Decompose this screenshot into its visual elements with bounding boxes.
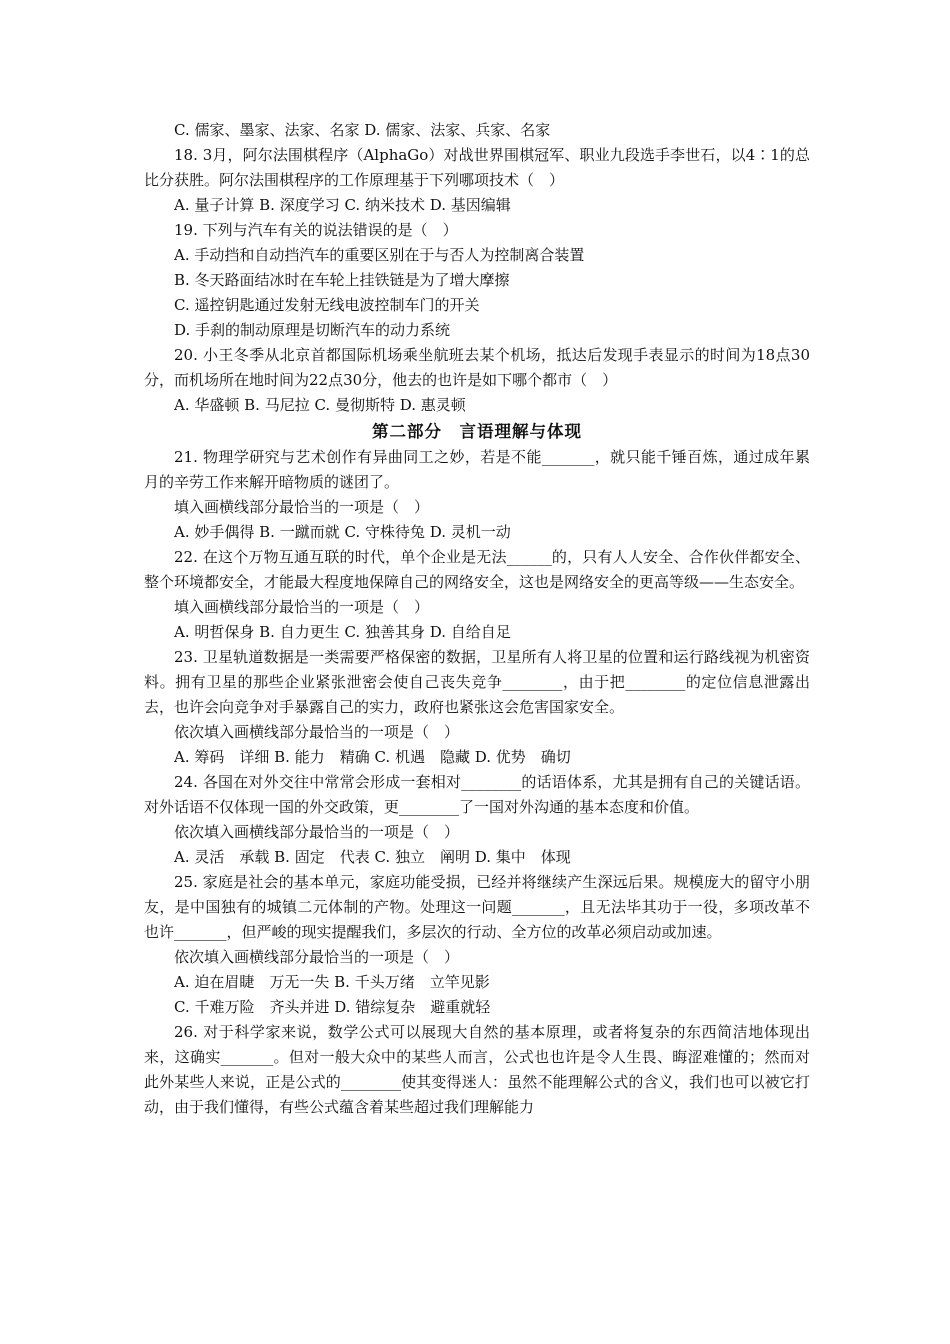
instruction-22: 填入画横线部分最恰当的一项是（ ） — [174, 598, 430, 616]
options-20: A. 华盛顿 B. 马尼拉 C. 曼彻斯特 D. 惠灵顿 — [174, 396, 466, 414]
options-25-ab: A. 迫在眉睫 万无一失 B. 千头万绪 立竿见影 — [174, 973, 490, 991]
instruction-25: 依次填入画横线部分最恰当的一项是（ ） — [174, 948, 460, 966]
question-21: 21. 物理学研究与艺术创作有异曲同工之妙，若是不能_______，就只能千锤百炼，通过成年累月的辛劳工作来解开暗物质的谜团了。 — [144, 448, 810, 491]
option-line-17cd: C. 儒家、墨家、法家、名家 D. 儒家、法家、兵家、名家 — [174, 121, 551, 139]
question-18: 18. 3月，阿尔法围棋程序（AlphaGo）对战世界围棋冠军、职业九段选手李世石，以4∶1的总比分获胜。阿尔法围棋程序的工作原理基于下列哪项技术（ ） — [144, 146, 810, 189]
option-19a: A. 手动挡和自动挡汽车的重要区别在于与否人为控制离合装置 — [174, 246, 585, 264]
question-22: 22. 在这个万物互通互联的时代，单个企业是无法______的，只有人人安全、合作伙伴都安全、整个环境都安全，才能最大程度地保障自己的网络安全，这也是网络安全的更高等级——生态安全。 — [144, 548, 810, 591]
question-23: 23. 卫星轨道数据是一类需要严格保密的数据，卫星所有人将卫星的位置和运行路线视为机密资料。拥有卫星的那些企业紧张泄密会使自己丧失竞争________，由于把________的定位信息泄露出去，也许会向竞争对手暴露自己的实力，政府也紧张这会危害国家安全。 — [144, 648, 810, 716]
instruction-21: 填入画横线部分最恰当的一项是（ ） — [174, 498, 430, 516]
document-page — [144, 118, 810, 1120]
options-21: A. 妙手偶得 B. 一蹴而就 C. 守株待兔 D. 灵机一动 — [174, 523, 511, 541]
options-24: A. 灵活 承载 B. 固定 代表 C. 独立 阐明 D. 集中 体现 — [174, 848, 571, 866]
options-18: A. 量子计算 B. 深度学习 C. 纳米技术 D. 基因编辑 — [174, 196, 511, 214]
instruction-23: 依次填入画横线部分最恰当的一项是（ ） — [174, 723, 460, 741]
question-20: 20. 小王冬季从北京首都国际机场乘坐航班去某个机场，抵达后发现手表显示的时间为18点30分，而机场所在地时间为22点30分，他去的也许是如下哪个都市（ ） — [144, 346, 810, 389]
question-19: 19. 下列与汽车有关的说法错误的是（ ） — [174, 221, 458, 239]
options-23: A. 筹码 详细 B. 能力 精确 C. 机遇 隐藏 D. 优势 确切 — [174, 748, 571, 766]
options-25-cd: C. 千难万险 齐头并进 D. 错综复杂 避重就轻 — [174, 998, 491, 1016]
question-26: 26. 对于科学家来说，数学公式可以展现大自然的基本原理，或者将复杂的东西简洁地体现出来，这确实_______。但对一般大众中的某些人而言，公式也也许是令人生畏、晦涩难懂的；然而对此外某些人来说，正是公式的________使其变得迷人：虽然不能理解公式的含义，我们也可以被它打动，由于我们懂得，有些公式蕴含着某些超过我们理解能力 — [144, 1023, 810, 1116]
instruction-24: 依次填入画横线部分最恰当的一项是（ ） — [174, 823, 460, 841]
option-19c: C. 遥控钥匙通过发射无线电波控制车门的开关 — [174, 296, 480, 314]
option-19d: D. 手刹的制动原理是切断汽车的动力系统 — [174, 321, 451, 339]
option-19b: B. 冬天路面结冰时在车轮上挂铁链是为了增大摩擦 — [174, 271, 510, 289]
options-22: A. 明哲保身 B. 自力更生 C. 独善其身 D. 自给自足 — [174, 623, 511, 641]
section-title: 第二部分 言语理解与体现 — [372, 422, 582, 441]
question-25: 25. 家庭是社会的基本单元，家庭功能受损，已经并将继续产生深远后果。规模庞大的留守小朋友，是中国独有的城镇二元体制的产物。处理这一问题_______，且无法毕其功于一役，多项改革不也许_______，但严峻的现实提醒我们，多层次的行动、全方位的改革必须启动或加速。 — [144, 873, 810, 941]
question-24: 24. 各国在对外交往中常常会形成一套相对________的话语体系，尤其是拥有自己的关键话语。对外话语不仅体现一国的外交政策，更________了一国对外沟通的基本态度和价值。 — [144, 773, 810, 816]
